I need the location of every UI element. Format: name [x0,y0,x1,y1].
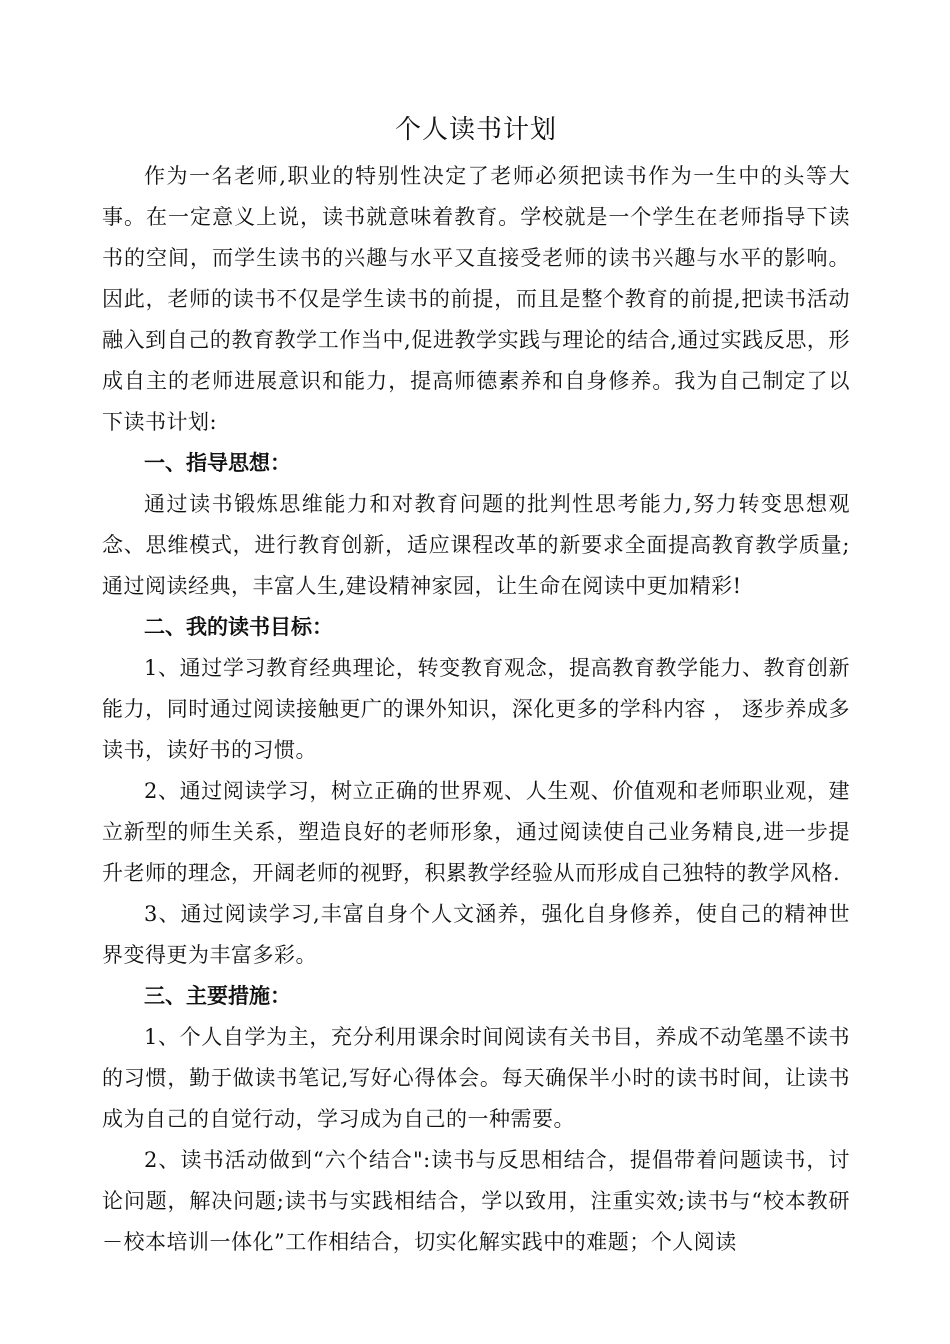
section-paragraph: 2、读书活动做到“六个结合":读书与反思相结合，提倡带着问题读书，讨论问题，解决问题;读书与实践相结合，学以致用，注重实效;读书与“校本教研－校本培训一体化”工作相结合，切实化解实践中的难题；个人阅读 [102,1148,850,1254]
section-paragraph: 1、个人自学为主，充分利用课余时间阅读有关书目，养成不动笔墨不读书的习惯，勤于做读书笔记,写好心得体会。每天确保半小时的读书时间，让读书成为自己的自觉行动，学习成为自己的一种需要。 [102,1025,850,1131]
section-heading: 二、我的读书目标： [144,615,333,639]
intro-paragraph: 作为一名老师,职业的特别性决定了老师必须把读书作为一生中的头等大事。在一定意义上说，读书就意味着教育。学校就是一个学生在老师指导下读书的空间，而学生读书的兴趣与水平又直接受老师的读书兴趣与水平的影响。因此，老师的读书不仅是学生读书的前提，而且是整个教育的前提,把读书活动融入到自己的教育教学工作当中,促进教学实践与理论的结合,通过实践反思，形成自主的老师进展意识和能力，提高师德素养和自身修养。我为自己制定了以下读书计划: [102,164,850,434]
section-main-measures [102,976,850,1263]
section-guiding-thought [102,443,850,607]
section-paragraph: 通过读书锻炼思维能力和对教育问题的批判性思考能力,努力转变思想观念、思维模式，进行教育创新，适应课程改革的新要求全面提高教育教学质量;通过阅读经典，丰富人生,建设精神家园，让生命在阅读中更加精彩! [102,492,850,598]
section-paragraph: 2、通过阅读学习，树立正确的世界观、人生观、价值观和老师职业观，建立新型的师生关系，塑造良好的老师形象，通过阅读使自己业务精良,进一步提升老师的理念，开阔老师的视野，积累教学经验从而形成自己独特的教学风格. [102,779,850,885]
document-title: 个人读书计划 [394,115,557,145]
section-reading-goals [102,607,850,976]
section-heading: 三、主要措施： [144,984,291,1008]
section-paragraph: 1、通过学习教育经典理论，转变教育观念，提高教育教学能力、教育创新能力，同时通过阅读接触更广的课外知识，深化更多的学科内容 ， 逐步养成多读书，读好书的习惯。 [102,656,850,762]
section-paragraph: 3、通过阅读学习,丰富自身个人文涵养，强化自身修养，使自己的精神世界变得更为丰富多彩。 [102,902,850,967]
section-heading: 一、指导思想： [144,451,291,475]
